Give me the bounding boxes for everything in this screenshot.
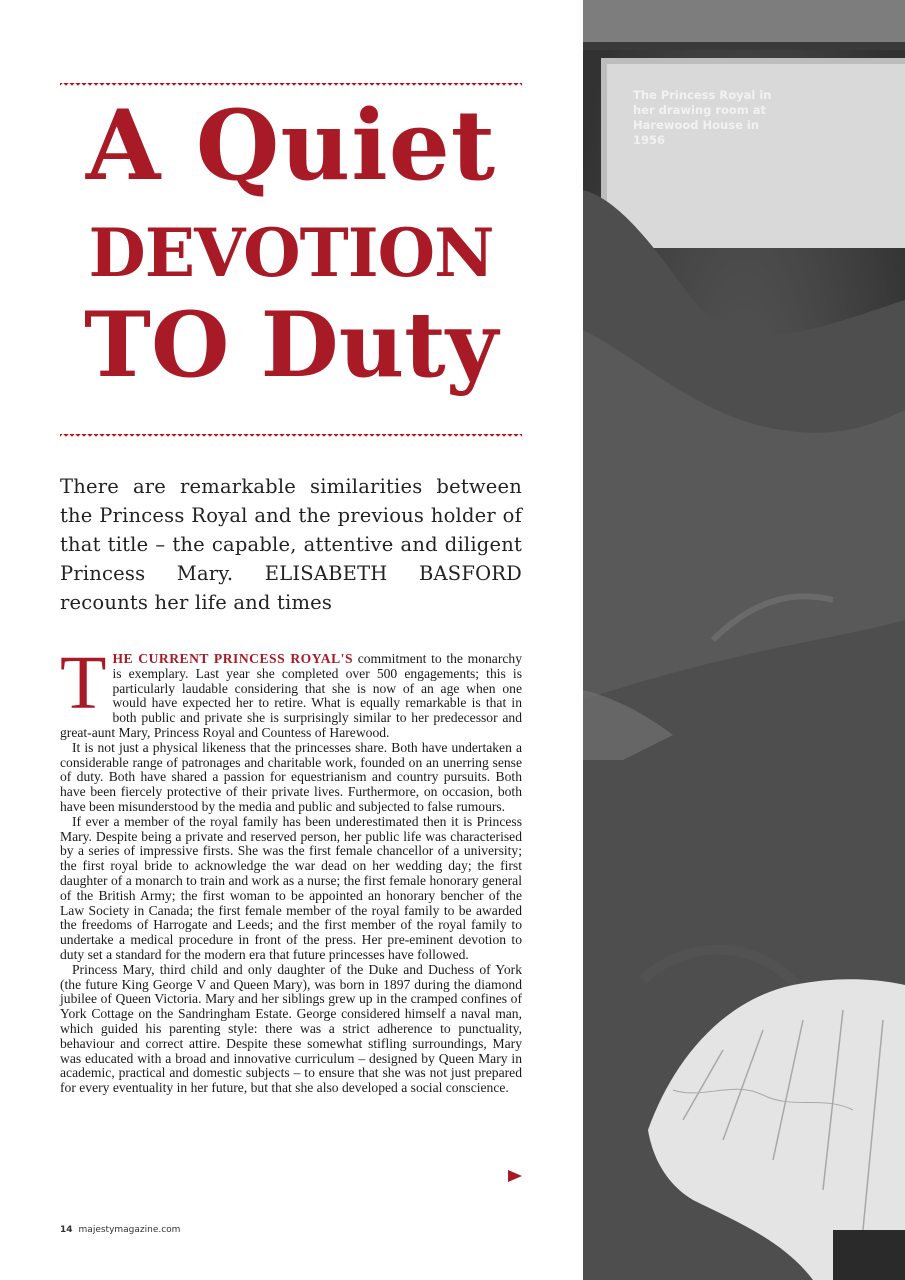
headline-line-3: TO Duty [83, 292, 499, 398]
photo-illustration [583, 0, 905, 1280]
article-paragraph-3: If ever a member of the royal family has been underestimated then it is Princess Mary. Despite being a private and reserved person, her public life was characterised by a series of impressive firsts. She was the first female chancellor of a university; the first royal bride to acknowledge the war dead on her wedding day; the first daughter of a monarch to train and work as a nurse; the first female honorary general of the British Army; the first woman to be appointed an honorary bencher of the Law Society in Canada; the first female member of the royal family to be awarded the freedoms of Harrogate and Leeds; and the first member of the royal family to undertake a medical procedure in front of the press. Her pre-eminent devotion to duty set a standard for the modern era that future princesses have followed. [60, 813, 522, 962]
standfirst: There are remarkable similarities between the Princess Royal and the previous holder of that title – the capable, attentive and diligent Princess Mary. ELISABETH BASFORD recounts her life and times [60, 475, 522, 614]
article-paragraph-1-text: commitment to the monarchy is exemplary. Last year she completed over 500 engagements; this is particularly laudable considering that she is now of an age when one would have expected her to retire. What is equally remarkable is that in both public and private she is surprisingly similar to her predecessor and great-aunt Mary, Princess Royal and Countess of Harewood. [60, 651, 522, 740]
drop-cap: T [60, 641, 107, 725]
page-footer [60, 1225, 180, 1235]
article-paragraph-4: Princess Mary, third child and only daughter of the Duke and Duchess of York (the future King George V and Queen Mary), was born in 1897 during the diamond jubilee of Queen Victoria. Mary and her siblings grew up in the cramped confines of York Cottage on the Sandringham Estate. George considered himself a naval man, which guided his parenting style: there was a strict adherence to punctuality, behaviour and correct attire. Despite these somewhat stifling surroundings, Mary was educated with a broad and innovative curriculum – designed by Queen Mary in academic, practical and domestic subjects – to ensure that she was not just prepared for every eventuality in her future, but that she also developed a social conscience. [60, 961, 522, 1096]
ceiling-band [583, 0, 905, 42]
article-paragraph-2: It is not just a physical likeness that the princesses share. Both have undertaken a considerable range of patronages and charitable work, founded on an unerring sense of duty. Both have shared a passion for equestrianism and country pursuits. Both have been fiercely protective of their private lives. Furthermore, on occasion, both have been misunderstood by the media and public and subjected to false rumours. [60, 739, 522, 814]
window-panel [601, 58, 905, 248]
continue-arrow-icon [508, 1170, 522, 1182]
bottom-decorative-rule [60, 434, 522, 440]
historical-photo [583, 0, 905, 1280]
article-paragraph-1 [60, 641, 522, 741]
photo-caption: The Princess Royal in her drawing room at Harewood House in 1956 [633, 88, 772, 147]
page-number: 14 [60, 1225, 73, 1235]
headline-line-1: A Quiet [85, 89, 497, 202]
article-body [60, 641, 522, 1096]
headline-line-2: DEVOTION [88, 214, 494, 292]
website-url: majestymagazine.com [78, 1225, 181, 1235]
article-lead-in: HE CURRENT PRINCESS ROYAL'S [112, 651, 354, 666]
